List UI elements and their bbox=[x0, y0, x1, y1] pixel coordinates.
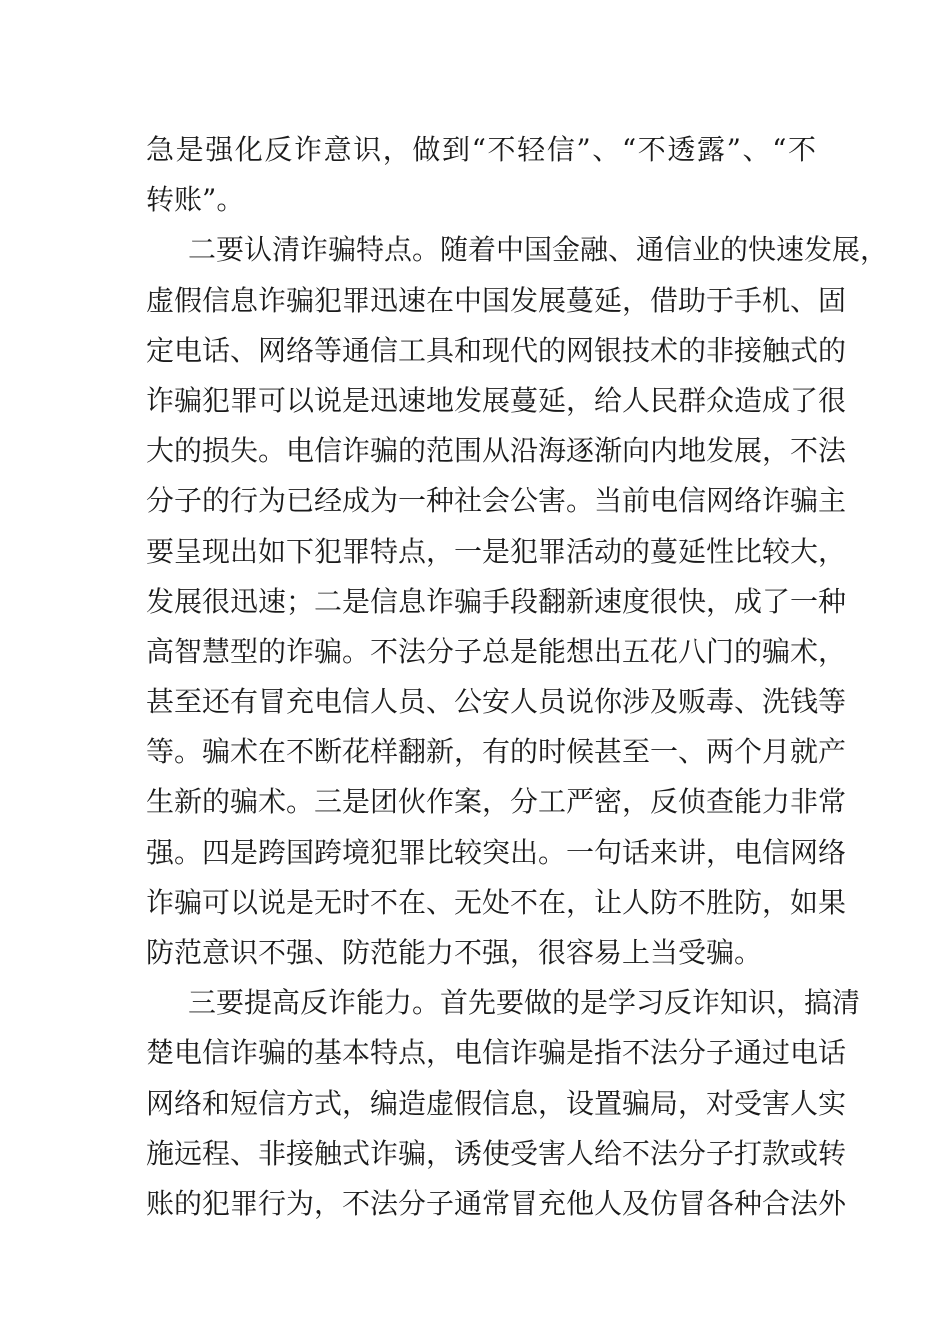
text-line: 生新的骗术。三是团伙作案，分工严密，反侦查能力非常 bbox=[146, 785, 847, 819]
text-line: 高智慧型的诈骗。不法分子总是能想出五花八门的骗术， bbox=[146, 634, 847, 668]
text-line: 等。骗术在不断花样翻新，有的时候甚至一、两个月就产 bbox=[146, 735, 847, 769]
text-line: 分子的行为已经成为一种社会公害。当前电信网络诈骗主 bbox=[146, 484, 847, 518]
text-line: 施远程、非接触式诈骗，诱使受害人给不法分子打款或转 bbox=[146, 1136, 847, 1170]
text-line: 甚至还有冒充电信人员、公安人员说你涉及贩毒、洗钱等 bbox=[146, 685, 847, 719]
text-line: 网络和短信方式，编造虚假信息，设置骗局，对受害人实 bbox=[146, 1086, 847, 1120]
text-line: 转账”。 bbox=[146, 183, 245, 217]
text-line: 大的损失。电信诈骗的范围从沿海逐渐向内地发展，不法 bbox=[146, 434, 847, 468]
text-line: 三要提高反诈能力。首先要做的是学习反诈知识，搞清 bbox=[188, 986, 861, 1020]
body-text bbox=[146, 125, 889, 1229]
text-line: 楚电信诈骗的基本特点，电信诈骗是指不法分子通过电话 bbox=[146, 1036, 847, 1070]
text-line: 诈骗犯罪可以说是迅速地发展蔓延，给人民群众造成了很 bbox=[146, 383, 847, 417]
text-line: 急是强化反诈意识，做到“不轻信”、“不透露”、“不 bbox=[146, 133, 816, 166]
text-line: 强。四是跨国跨境犯罪比较突出。一句话来讲，电信网络 bbox=[146, 835, 847, 869]
text-line: 要呈现出如下犯罪特点，一是犯罪活动的蔓延性比较大， bbox=[146, 534, 847, 568]
text-line: 诈骗可以说是无时不在、无处不在，让人防不胜防，如果 bbox=[146, 885, 847, 919]
text-line: 虚假信息诈骗犯罪迅速在中国发展蔓延，借助于手机、固 bbox=[146, 283, 847, 317]
text-line: 发展很迅速；二是信息诈骗手段翻新速度很快，成了一种 bbox=[146, 584, 847, 618]
text-line: 定电话、网络等通信工具和现代的网银技术的非接触式的 bbox=[146, 333, 847, 367]
text-line: 账的犯罪行为，不法分子通常冒充他人及仿冒各种合法外 bbox=[146, 1186, 847, 1220]
text-line: 防范意识不强、防范能力不强，很容易上当受骗。 bbox=[146, 936, 763, 969]
text-line: 二要认清诈骗特点。随着中国金融、通信业的快速发展， bbox=[188, 233, 889, 267]
